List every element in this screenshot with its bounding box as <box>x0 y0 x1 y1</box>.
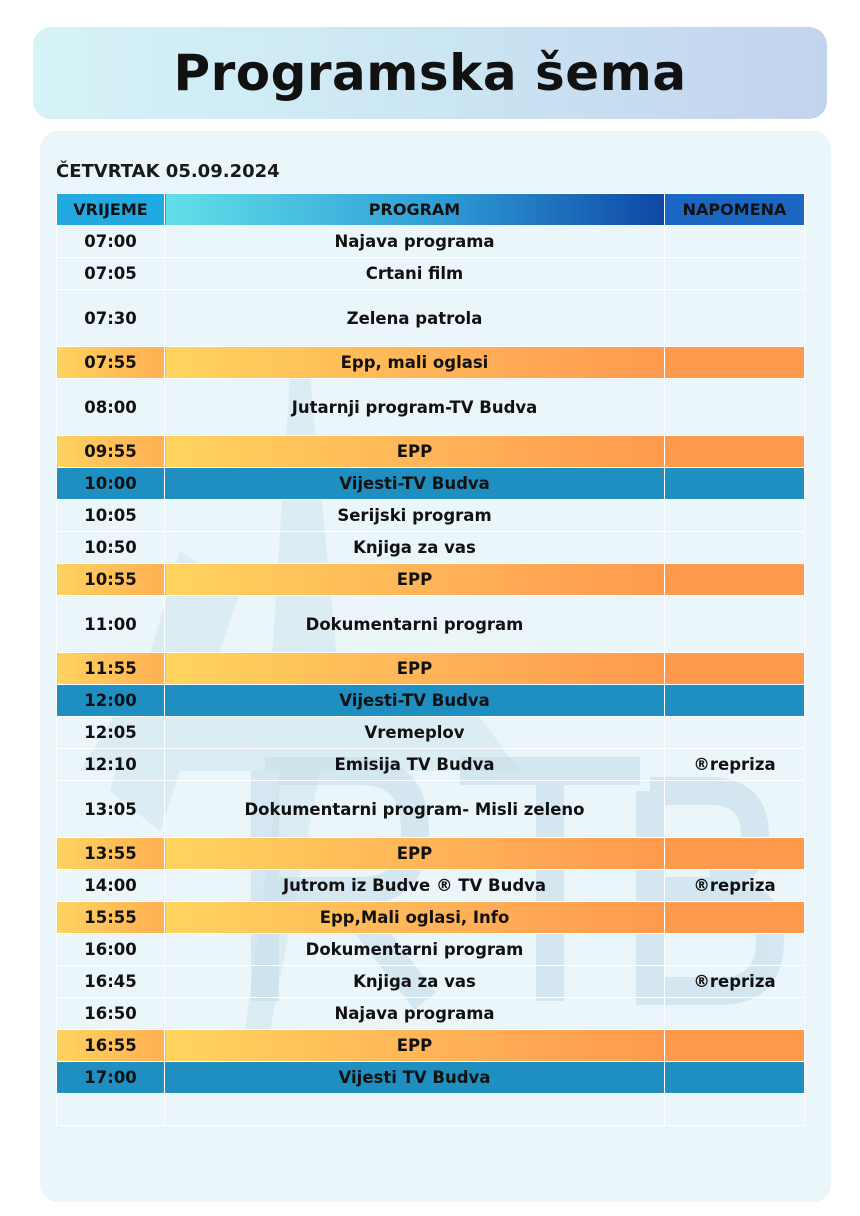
table-row-epp <box>57 838 805 870</box>
program-cell: Vijesti-TV Budva <box>165 468 665 500</box>
time-cell: 14:00 <box>57 870 165 902</box>
table-row <box>57 966 805 998</box>
page-title: Programska šema <box>173 44 687 102</box>
time-cell: 13:05 <box>57 781 165 838</box>
program-cell: Jutarnji program-TV Budva <box>165 379 665 436</box>
program-cell <box>165 1094 665 1126</box>
time-cell: 10:00 <box>57 468 165 500</box>
title-banner <box>33 27 827 119</box>
program-cell: Crtani film <box>165 258 665 290</box>
time-cell: 16:55 <box>57 1030 165 1062</box>
note-cell <box>665 500 805 532</box>
note-cell <box>665 1062 805 1094</box>
program-cell: EPP <box>165 653 665 685</box>
note-cell <box>665 717 805 749</box>
program-cell: EPP <box>165 564 665 596</box>
note-cell <box>665 902 805 934</box>
program-cell: EPP <box>165 1030 665 1062</box>
note-cell <box>665 226 805 258</box>
time-cell: 16:50 <box>57 998 165 1030</box>
program-cell: Najava programa <box>165 226 665 258</box>
table-row <box>57 258 805 290</box>
table-row <box>57 934 805 966</box>
program-cell: Epp,Mali oglasi, Info <box>165 902 665 934</box>
program-cell: Epp, mali oglasi <box>165 347 665 379</box>
note-cell <box>665 653 805 685</box>
program-cell: Dokumentarni program <box>165 934 665 966</box>
schedule-table <box>56 193 805 1126</box>
note-cell <box>665 685 805 717</box>
note-cell <box>665 1094 805 1126</box>
table-header-row <box>57 194 805 226</box>
time-cell: 10:50 <box>57 532 165 564</box>
time-cell: 15:55 <box>57 902 165 934</box>
note-cell <box>665 468 805 500</box>
column-header-time: VRIJEME <box>57 194 165 226</box>
time-cell: 16:45 <box>57 966 165 998</box>
time-cell: 11:00 <box>57 596 165 653</box>
table-row <box>57 290 805 347</box>
table-row <box>57 781 805 838</box>
note-cell <box>665 934 805 966</box>
time-cell: 12:05 <box>57 717 165 749</box>
program-cell: Serijski program <box>165 500 665 532</box>
time-cell: 17:00 <box>57 1062 165 1094</box>
time-cell: 08:00 <box>57 379 165 436</box>
table-row <box>57 379 805 436</box>
time-cell: 11:55 <box>57 653 165 685</box>
program-cell: EPP <box>165 838 665 870</box>
table-row <box>57 749 805 781</box>
program-cell: EPP <box>165 436 665 468</box>
time-cell: 07:00 <box>57 226 165 258</box>
program-cell: Jutrom iz Budve ® TV Budva <box>165 870 665 902</box>
table-row-empty <box>57 1094 805 1126</box>
note-cell <box>665 290 805 347</box>
column-header-program: PROGRAM <box>165 194 665 226</box>
note-cell <box>665 998 805 1030</box>
note-cell <box>665 596 805 653</box>
program-cell: Knjiga za vas <box>165 966 665 998</box>
note-cell: ®repriza <box>665 966 805 998</box>
table-row <box>57 226 805 258</box>
time-cell: 13:55 <box>57 838 165 870</box>
program-cell: Vijesti-TV Budva <box>165 685 665 717</box>
table-row-epp <box>57 347 805 379</box>
program-cell: Emisija TV Budva <box>165 749 665 781</box>
table-row <box>57 500 805 532</box>
time-cell: 07:05 <box>57 258 165 290</box>
note-cell <box>665 1030 805 1062</box>
note-cell <box>665 532 805 564</box>
table-row <box>57 870 805 902</box>
program-cell: Zelena patrola <box>165 290 665 347</box>
watermark-text: RTB <box>40 131 42 132</box>
table-row <box>57 998 805 1030</box>
table-row-epp <box>57 564 805 596</box>
note-cell <box>665 781 805 838</box>
program-cell: Najava programa <box>165 998 665 1030</box>
note-cell <box>665 258 805 290</box>
table-row-news <box>57 468 805 500</box>
table-row <box>57 596 805 653</box>
time-cell: 07:55 <box>57 347 165 379</box>
table-row-epp <box>57 436 805 468</box>
time-cell <box>57 1094 165 1126</box>
program-cell: Dokumentarni program- Misli zeleno <box>165 781 665 838</box>
table-row <box>57 532 805 564</box>
time-cell: 12:00 <box>57 685 165 717</box>
table-row-epp <box>57 1030 805 1062</box>
column-header-note: NAPOMENA <box>665 194 805 226</box>
table-row-news <box>57 1062 805 1094</box>
time-cell: 07:30 <box>57 290 165 347</box>
time-cell: 12:10 <box>57 749 165 781</box>
note-cell <box>665 347 805 379</box>
program-cell: Vijesti TV Budva <box>165 1062 665 1094</box>
note-cell <box>665 379 805 436</box>
time-cell: 10:55 <box>57 564 165 596</box>
table-row-news <box>57 685 805 717</box>
note-cell <box>665 436 805 468</box>
table-row-epp <box>57 902 805 934</box>
program-cell: Knjiga za vas <box>165 532 665 564</box>
program-cell: Dokumentarni program <box>165 596 665 653</box>
table-row-epp <box>57 653 805 685</box>
time-cell: 09:55 <box>57 436 165 468</box>
program-cell: Vremeplov <box>165 717 665 749</box>
note-cell: ®repriza <box>665 870 805 902</box>
schedule-card <box>40 131 831 1202</box>
table-row <box>57 717 805 749</box>
note-cell: ®repriza <box>665 749 805 781</box>
note-cell <box>665 838 805 870</box>
time-cell: 16:00 <box>57 934 165 966</box>
note-cell <box>665 564 805 596</box>
day-label: ČETVRTAK 05.09.2024 <box>56 161 280 182</box>
time-cell: 10:05 <box>57 500 165 532</box>
